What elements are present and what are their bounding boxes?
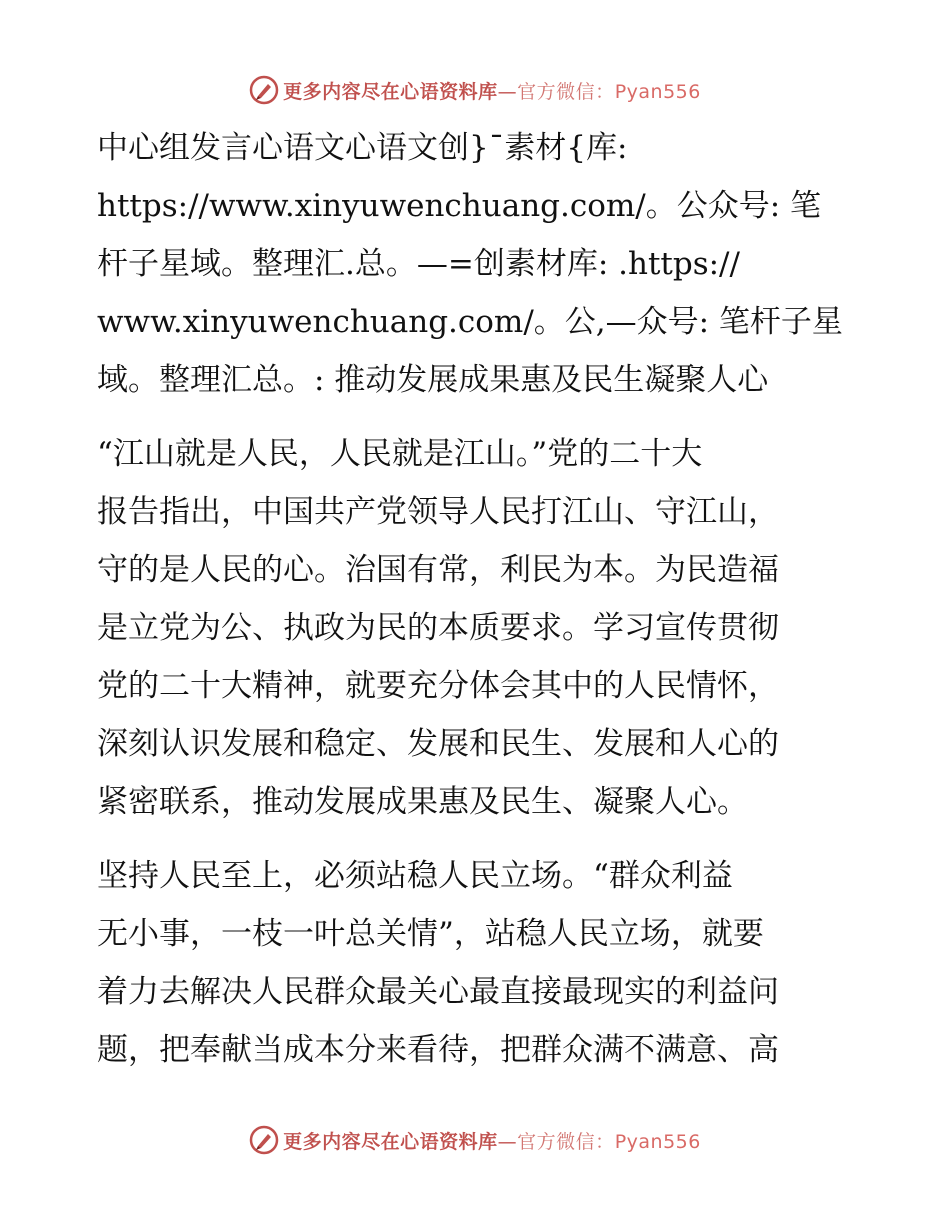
text-line: 紧密联系，推动发展成果惠及民生、凝聚人心。 — [97, 784, 748, 820]
banner-sub: 官方微信： — [517, 80, 615, 103]
text-line: 坚持人民至上，必须站稳人民立场。“群众利益 — [97, 858, 733, 894]
text-line: 杆子星域。整理汇.总。—=创素材库: .https:// — [97, 246, 740, 282]
text-line: 守的是人民的心。治国有常，利民为本。为民造福 — [97, 552, 779, 588]
banner-main: 更多内容尽在心语资料库 — [283, 80, 498, 103]
text-line: www.xinyuwenchuang.com/。公,—众号: 笔杆子星 — [97, 304, 843, 340]
banner-text — [283, 77, 701, 104]
banner-text — [283, 1127, 701, 1154]
text-line: 报告指出，中国共产党领导人民打江山、守江山， — [97, 494, 779, 530]
text-line: 是立党为公、执政为民的本质要求。学习宣传贯彻 — [97, 610, 779, 646]
text-line: 中心组发言心语文心语文创}¯素材{库: — [97, 130, 628, 166]
banner-wechat-id: Pyan556 — [614, 1130, 701, 1153]
banner-sub: 官方微信： — [517, 1130, 615, 1153]
text-line: 深刻认识发展和稳定、发展和民生、发展和人心的 — [97, 726, 779, 762]
text-line: https://www.xinyuwenchuang.com/。公众号: 笔 — [97, 188, 822, 224]
text-line: 着力去解决人民群众最关心最直接最现实的利益问 — [97, 974, 779, 1010]
banner-main: 更多内容尽在心语资料库 — [283, 1130, 498, 1153]
text-line: 题，把奉献当成本分来看待，把群众满不满意、高 — [97, 1032, 779, 1068]
pen-logo-icon — [249, 1125, 279, 1155]
banner-dash: — — [497, 1130, 518, 1153]
text-line: 党的二十大精神，就要充分体会其中的人民情怀， — [97, 668, 779, 704]
header-banner — [0, 70, 950, 110]
footer-banner — [0, 1120, 950, 1160]
pen-logo-icon — [249, 75, 279, 105]
text-line: 无小事，一枝一叶总关情”，站稳人民立场，就要 — [97, 916, 764, 952]
text-line: 域。整理汇总。: 推动发展成果惠及民生凝聚人心 — [97, 362, 769, 398]
text-line: “江山就是人民，人民就是江山。”党的二十大 — [97, 436, 703, 472]
banner-wechat-id: Pyan556 — [614, 80, 701, 103]
banner-dash: — — [497, 80, 518, 103]
